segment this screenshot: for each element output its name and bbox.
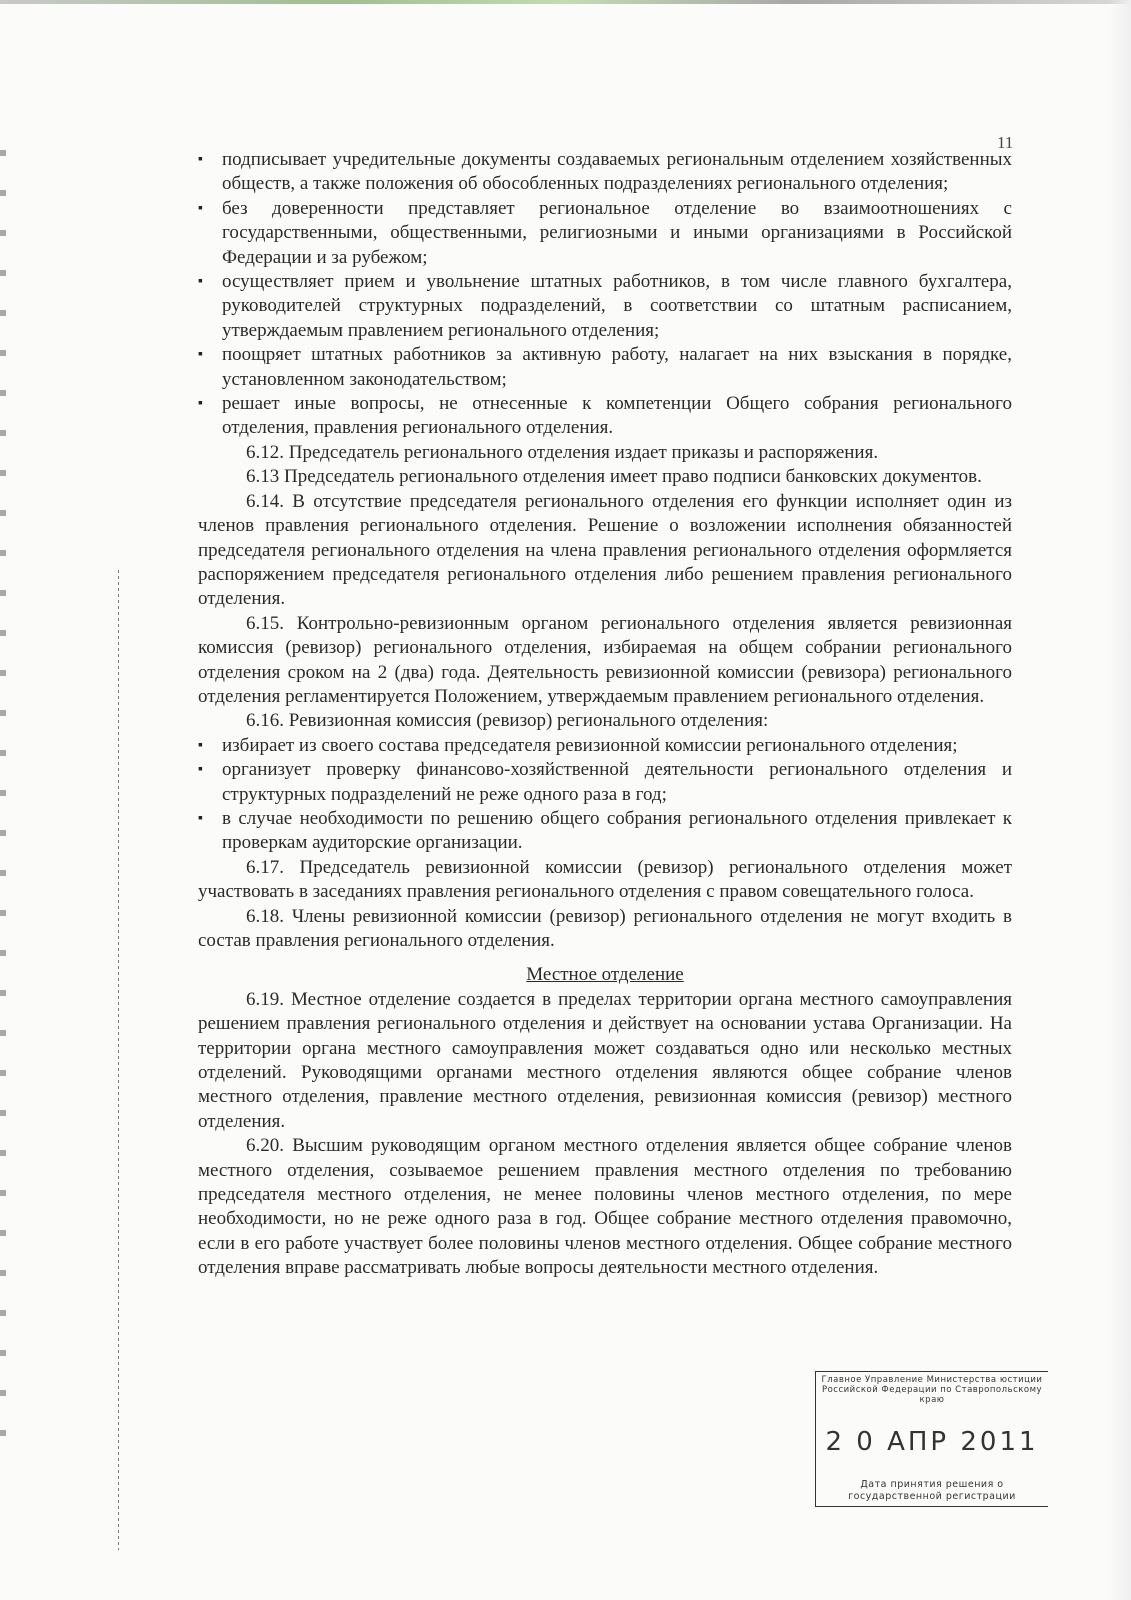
stamp-date: 2 0 АПР 2011 xyxy=(825,1427,1039,1457)
bullet-text: организует проверку финансово-хозяйственной деятельности регионального отделения и структурных подразделений не реже одного раза в год; xyxy=(222,759,1012,805)
paragraph: 6.17. Председатель ревизионной комиссии (ревизор) регионального отделения может участвовать в заседаниях правления регионального отделения с правом совещательного голоса. xyxy=(198,856,1012,903)
document-body xyxy=(198,148,1012,1281)
bullet-item xyxy=(198,734,1012,758)
stamp-caption: Дата принятия решения о государственной регистрации xyxy=(848,1479,1016,1502)
fold-line xyxy=(118,570,119,1550)
bullet-text: подписывает учредительные документы создаваемых региональным отделением хозяйственных обществ, а также положения об обособленных подразделениях регионального отделения; xyxy=(222,149,1012,195)
bullet-item xyxy=(198,392,1012,441)
scan-right-shadow xyxy=(1109,0,1131,1600)
bullet-item xyxy=(198,758,1012,807)
bullet-text: поощряет штатных работников за активную работу, налагает на них взыскания в порядке, установленном законодательством; xyxy=(222,344,1012,390)
bullet-text: осуществляет прием и увольнение штатных работников, в том числе главного бухгалтера, руководителей структурных подразделений, в соответствии со штатным расписанием, утверждаемым правлением регионального отделения; xyxy=(222,271,1012,341)
paragraph: 6.15. Контрольно-ревизионным органом регионального отделения является ревизионная комиссия (ревизор) регионального отделения, избираемая на общем собрании регионального отделения сроком на 2 (два) года. Деятельность ревизионной комиссии (ревизора) регионального отделения регламентируется Положением, утверждаемым правлением регионального отделения. xyxy=(198,612,1012,707)
stamp-organization: Главное Управление Министерства юстиции Российской Федерации по Ставропольскому краю xyxy=(821,1375,1043,1405)
square-bullet-icon: ▪ xyxy=(198,762,203,778)
page-number: 11 xyxy=(997,133,1014,152)
binding-marks xyxy=(0,150,6,1450)
paragraph: 6.14. В отсутствие председателя регионального отделения его функции исполняет один из членов правления регионального отделения. Решение о возложении исполнения обязанностей председателя регионального отделения на члена правления регионального отделения оформляется распоряжением председателя регионального отделения либо решением правления регионального отделения. xyxy=(198,490,1012,610)
bullet-item xyxy=(198,343,1012,392)
square-bullet-icon: ▪ xyxy=(198,810,203,826)
bullet-text: избирает из своего состава председателя ревизионной комиссии регионального отделения; xyxy=(222,734,958,756)
paragraph: 6.16. Ревизионная комиссия (ревизор) регионального отделения: xyxy=(246,710,769,732)
registration-stamp xyxy=(815,1371,1048,1507)
bullet-item xyxy=(198,270,1012,343)
bullet-text: без доверенности представляет региональное отделение во взаимоотношениях с государственными, общественными, религиозными и иными организациями в Российской Федерации и за рубежом; xyxy=(222,197,1012,268)
bullet-text: решает иные вопросы, не отнесенные к компетенции Общего собрания регионального отделения, правления регионального отделения. xyxy=(222,393,1012,439)
bullet-item xyxy=(198,807,1012,856)
section-heading: Местное отделение xyxy=(526,964,684,986)
paragraph: 6.13 Председатель регионального отделения имеет право подписи банковских документов. xyxy=(246,466,982,488)
square-bullet-icon: ▪ xyxy=(198,396,203,412)
paragraph: 6.12. Председатель регионального отделения издает приказы и распоряжения. xyxy=(246,441,879,463)
bullet-text: в случае необходимости по решению общего собрания регионального отделения привлекает к проверкам аудиторские организации. xyxy=(222,807,1012,854)
square-bullet-icon: ▪ xyxy=(198,200,203,216)
square-bullet-icon: ▪ xyxy=(198,152,203,167)
paragraph: 6.19. Местное отделение создается в пределах территории органа местного самоуправления решением правления регионального отделения и действует на основании устава Организации. На территории органа местного самоуправления может создаваться одно или несколько местных отделений. Руководящими органами местного отделения являются общее собрание членов местного отделения, правление местного отделения, ревизионная комиссия (ревизор) местного отделения. xyxy=(198,988,1012,1132)
square-bullet-icon: ▪ xyxy=(198,347,203,363)
bullet-item xyxy=(198,148,1012,197)
square-bullet-icon: ▪ xyxy=(198,737,203,753)
scan-top-edge xyxy=(0,0,1131,4)
square-bullet-icon: ▪ xyxy=(198,274,203,290)
paragraph: 6.18. Члены ревизионной комиссии (ревизор) регионального отделения не могут входить в состав правления регионального отделения. xyxy=(198,905,1012,951)
bullet-item xyxy=(198,197,1012,270)
paragraph: 6.20. Высшим руководящим органом местного отделения является общее собрание членов местного отделения, созываемое решением правления местного отделения по требованию председателя местного отделения, не менее половины членов местного отделения, по мере необходимости, но не реже одного раза в год. Общее собрание местного отделения правомочно, если в его работе участвует более половины членов местного отделения. Общее собрание местного отделения вправе рассматривать любые вопросы деятельности местного отделения. xyxy=(198,1135,1012,1279)
